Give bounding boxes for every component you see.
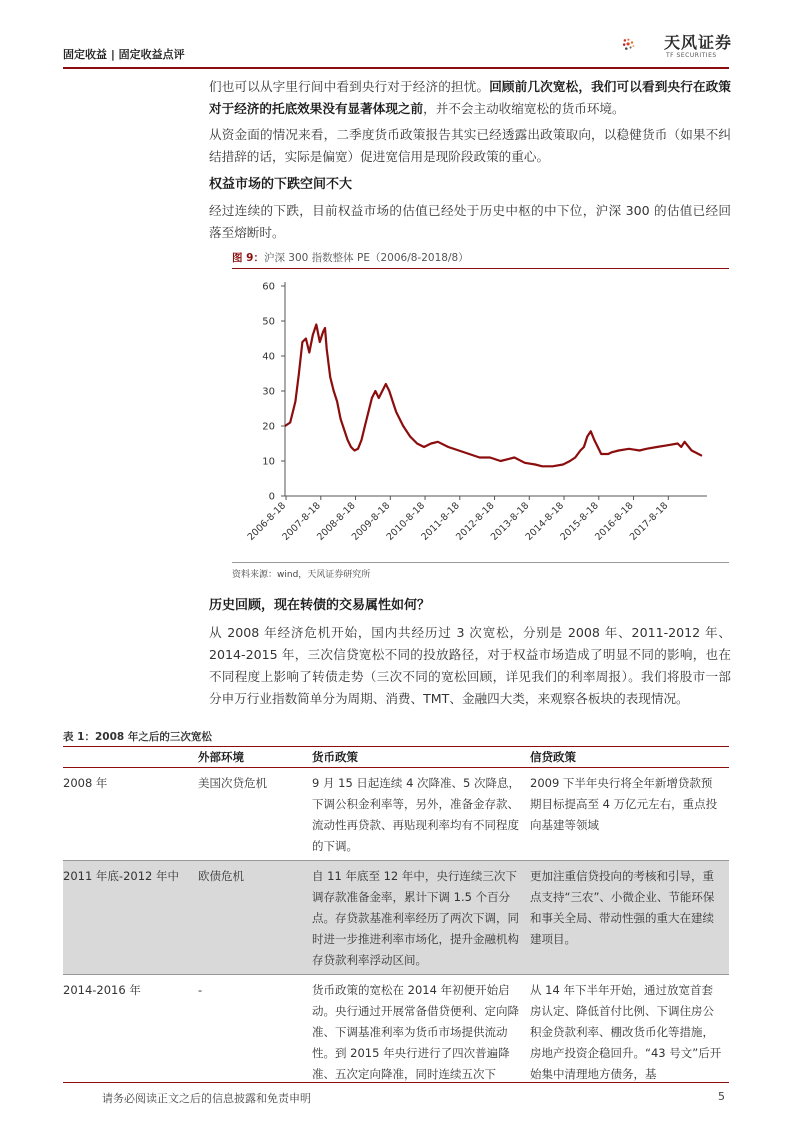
footer-disclaimer: 请务必阅读正文之后的信息披露和免责申明 [102, 1092, 311, 1105]
paragraph-4: 从 2008 年经济危机开始，国内共经历过 3 次宽松，分别是 2008 年、2011-2012 年、2014-2015 年，三次信贷宽松不同的投放路径，对于权益市场造成了明显不同的影响，也在不同程度上影响了转债走势（三次不同的宽松回顾，详见我们的利率周报）。我们将股市一部分申万行业指数简单分为周期、消费、TMT、金融四大类，来观察各板块的表现情况。 [209, 625, 731, 706]
x-tick-label: 2017-8-18 [627, 500, 671, 543]
table-row [63, 861, 729, 975]
table-title-text: 2008 年之后的三次宽松 [94, 731, 212, 743]
table-header-cell: 外部环境 [198, 747, 312, 768]
y-tick-label: 30 [262, 386, 275, 398]
x-tick-label: 2010-8-18 [384, 500, 428, 543]
table-cell-external: 美国次贷危机 [198, 768, 312, 861]
series-line-pe [285, 325, 702, 467]
heading-equity: 权益市场的下跌空间不大 [209, 177, 353, 192]
table-cell-monetary: 9 月 15 日起连续 4 次降准、5 次降息，下调公积金利率等，另外，准备金存款、流动性再贷款、再贴现利率均有不同程度的下调。 [312, 768, 530, 861]
table-row [63, 975, 729, 1089]
table-header-cell: 货币政策 [312, 747, 530, 768]
header-divider [63, 67, 729, 69]
table-cell-period: 2011 年底-2012 年中 [63, 861, 198, 975]
x-tick-label: 2011-8-18 [419, 500, 462, 543]
figure-top-rule [232, 268, 729, 269]
x-tick-label: 2013-8-18 [488, 500, 532, 543]
paragraph-3: 经过连续的下跌，目前权益市场的估值已经处于历史中枢的中下位，沪深 300 的估值已经回落至熔断时。 [209, 203, 731, 240]
x-tick-label: 2009-8-18 [349, 500, 393, 543]
y-tick-label: 60 [262, 281, 275, 293]
logo-subtext: TF SECURITIES [666, 52, 717, 59]
paragraph-1 [209, 76, 731, 120]
figure-bottom-rule [232, 562, 729, 563]
x-tick-label: 2006-8-18 [245, 500, 289, 543]
paragraph-1-bold: 回顾前几次宽松，我们可以看到央行在政策对于经济的托底效果没有显著体现之前 [209, 79, 732, 116]
table-cell-credit: 2009 下半年央行将全年新增贷款预期目标提高至 4 万亿元左右，重点投向基建等领域 [530, 768, 729, 861]
easing-table [63, 746, 729, 1088]
table-cell-period: 2008 年 [63, 768, 198, 861]
paragraph-1-text-c: ，并不会主动收缩宽松的货币环境。 [423, 101, 625, 116]
table-title [63, 729, 212, 744]
table-row [63, 768, 729, 861]
header-section: 固定收益 | 固定收益点评 [63, 48, 185, 61]
x-tick-label: 2015-8-18 [558, 500, 601, 543]
table-cell-monetary: 自 11 年底至 12 年中，央行连续三次下调存款准备金率，累计下调 1.5 个百分点。存贷款基准利率经历了两次下调，同时进一步推进利率市场化，提升金融机构存贷款利率浮动区间。 [312, 861, 530, 975]
table-header-cell [63, 747, 198, 768]
tf-logo-icon [622, 24, 662, 66]
page-number: 5 [718, 1090, 725, 1103]
table-cell-credit: 更加注重信贷投向的考核和引导，重点支持“三农”、小微企业、节能环保和事关全局、带动性强的重大在建续建项目。 [530, 861, 729, 975]
pe-line-chart [232, 272, 729, 562]
table-cell-external: - [198, 983, 203, 997]
x-tick-label: 2014-8-18 [523, 500, 567, 543]
x-tick-label: 2007-8-18 [280, 500, 323, 543]
y-tick-label: 20 [262, 421, 275, 433]
figure-title [232, 250, 469, 265]
y-tick-label: 10 [262, 456, 275, 468]
y-tick-label: 0 [268, 491, 275, 503]
figure-source: 资料来源：wind，天风证券研究所 [232, 570, 371, 580]
heading-history: 历史回顾，现在转债的交易属性如何？ [209, 598, 431, 613]
logo-text: 天风证券 [664, 33, 733, 52]
x-tick-label: 2016-8-18 [593, 500, 636, 543]
table-header-row [63, 747, 729, 768]
paragraph-2: 从资金面的情况来看，二季度货币政策报告其实已经透露出政策取向，以稳健货币（如果不纠结措辞的话，实际是偏宽）促进宽信用是现阶段政策的重心。 [209, 127, 731, 164]
table-label: 表 1： [63, 731, 95, 743]
table-cell-external: 欧债危机 [198, 861, 312, 975]
table-cell-credit: 从 14 年下半年开始，通过放宽首套房认定、降低首付比例、下调住房公积金贷款利率、棚改货币化等措施，房地产投资企稳回升。“43 号文”后开始集中清理地方债务，基 [530, 983, 722, 1081]
figure-label: 图 9： [232, 252, 264, 264]
table-header-cell: 信贷政策 [530, 747, 729, 768]
y-tick-label: 40 [262, 351, 275, 363]
paragraph-1-text-a: 们也可以从字里行间中看到央行对于经济的担忧。 [209, 79, 490, 94]
table-cell-monetary: 货币政策的宽松在 2014 年初便开始启动。央行通过开展常备借贷便利、定向降准、下调基准利率为货币市场提供流动性。到 2015 年央行进行了四次普遍降准、五次定向降准，同时连续五次下 [312, 983, 519, 1081]
x-tick-label: 2008-8-18 [315, 500, 358, 543]
y-tick-label: 50 [262, 316, 275, 328]
figure-title-text: 沪深 300 指数整体 PE（2006/8-2018/8） [263, 252, 469, 264]
footer-divider [63, 1082, 729, 1083]
table-cell-period: 2014-2016 年 [63, 983, 141, 997]
x-tick-label: 2012-8-18 [454, 500, 497, 543]
